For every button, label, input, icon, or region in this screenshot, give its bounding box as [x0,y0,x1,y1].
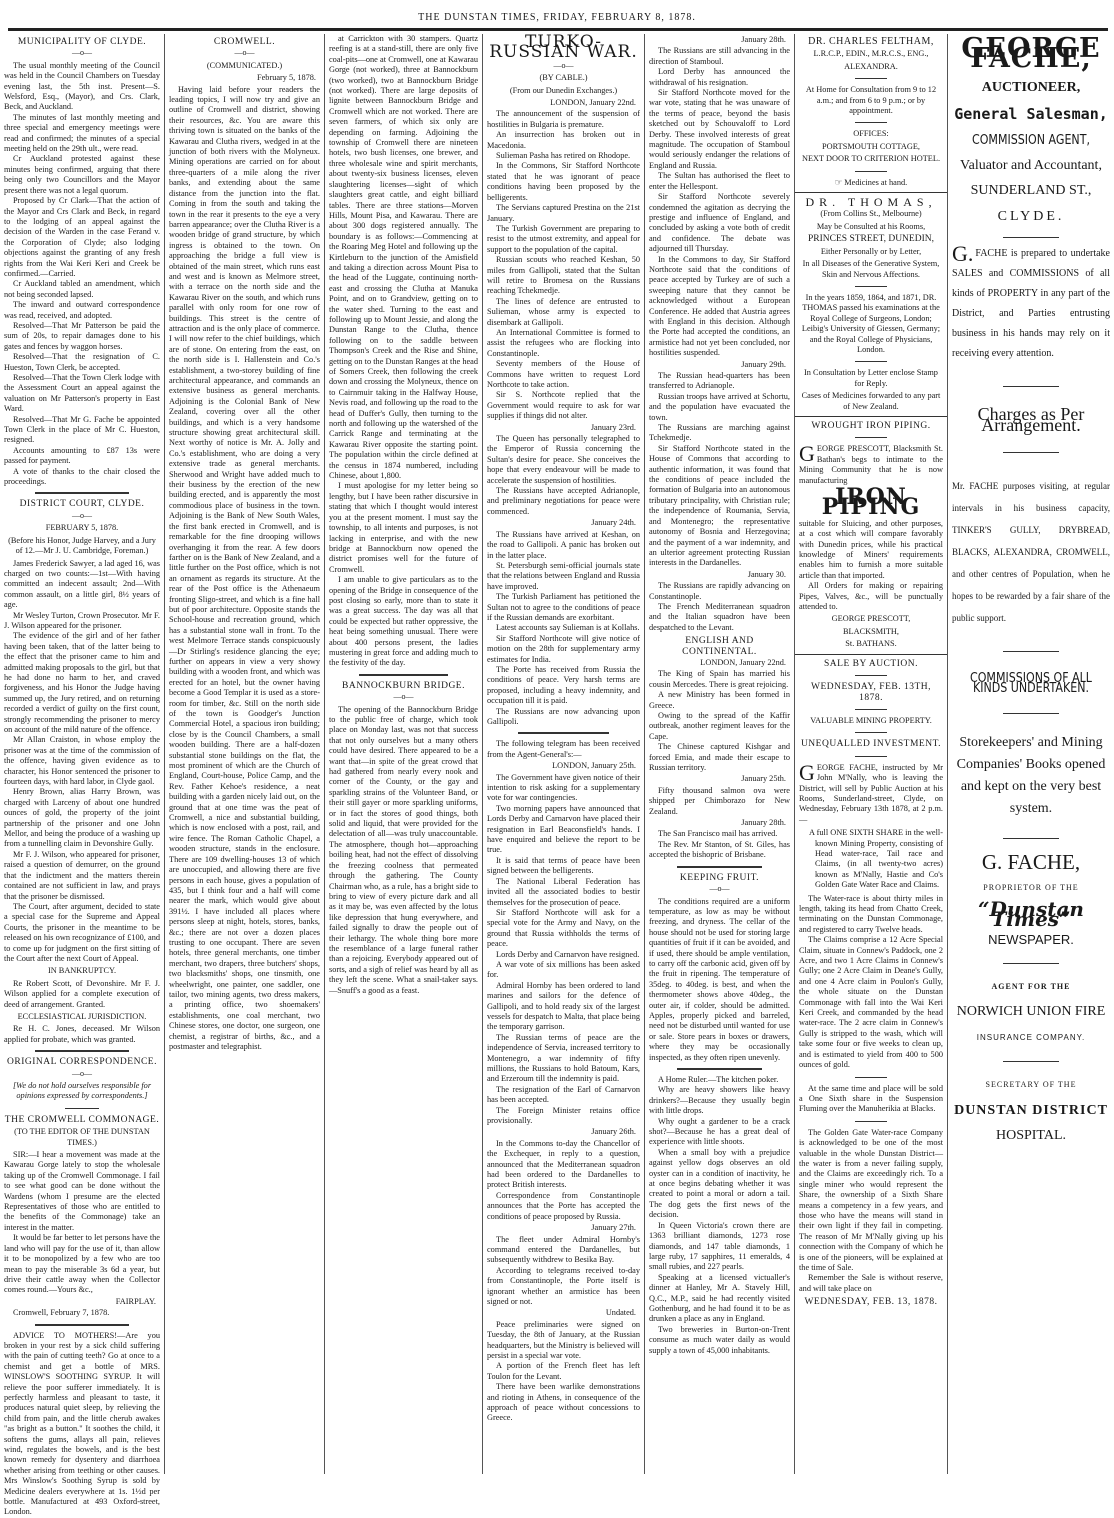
column-2 [165,34,325,1474]
ad-text: Mr. FACHE purposes visiting, at regular intervals in his business capacity, TINKER'S GULLY, DRYBREAD, BLACKS, ALEXANDRA, CROMWELL, and other centres of Population, when he hopes to be rewarded by a fair share of the public support. [952,481,1110,624]
divider [855,709,887,710]
divider [855,171,887,172]
ad-text: WEDNESDAY, FEB. 13TH, 1878. [810,682,932,703]
paragraph: St. Petersburgh semi-official journals state that the relations between England and Russia have improved. [487,560,640,591]
dateline: LONDON, January 22nd. [550,98,636,108]
paragraph: at Carrickton with 30 stampers. Quartz reefing is at a stand-still, there are only five coal-pits—one at Cromwell, one at Kawarau Gorge (not worked), three at Bannockburn (two worked), two at Bannockburn Bridge (not worked). There are large deposits of lignite between Bannockburn Bridge and Cromwell which are not worked. There are seven farmers, of which six only are depending on farming. Adjoining the township of Cromwell there are nineteen hotels, two bush licenses, one brewer, and three wholesale wine and spirit merchants, about twenty-six business licenses, eleven slaughtering licenses—sight of which slaughters great cattle, and eight billiard tables. There are three stations—Morven Hills, Mount Pisa, and Kawarau. There are about 300 dogs registered annually. The boundary is as follows:—Commencing at the Roaring Meg Hotel and following up the Kirtleburn to the junction of the Amisfield and taking a direction across Mount Pisa to the head of the Luggate, continuing north-east and crossing the Clutha at Manuka Point, and on to Grandview, getting on to the water shed. Turning to the east and following up to Mount Jessie, and along the Dunstan Range to the Clutha, thence following on to the saddle between Thompson's Creek and the Rise and Shine, getting on to the Dunstan Ranges at the head of Somers Creek, then following the creek down and crossing the Molyneux, thence on to Cairnmuir taking in the Halfway House, Nevis road, and following up the road to the head of Duffer's Gully, then turning to the north and following up the watershed of the Carrick Range and terminating at the Kawarau River opposite the starting point. The population within the circle defined at the census in 1874 numbered, including Chinese, about 1,800. [329,34,478,481]
ad-text: CLYDE. [997,208,1065,224]
subheading: IN BANKRUPTCY. [47,966,117,976]
subheading: (BY CABLE.) [539,73,588,83]
ad-text: HOSPITAL. [995,1127,1067,1143]
ad-text: suitable for Sluicing, and other purposes, at a cost which will compare favorably with Dunedin prices, while his practical knowledge of Miners' requirements enables him to furnish a more suitable article than that imported. [799,518,943,580]
paragraph: The Rev. Mr Stanton, of St. Giles, has accepted the bishopric of Brisbane. [649,839,790,860]
section-heading: THE CROMWELL COMMONAGE. [4,1114,160,1125]
paragraph: The Queen has personally telegraphed to the Emperor of Russia concerning the Sultan's desire for peace. She conceives the hope that every endeavour will be made to accelerate the suspension of hostilities. [487,434,640,485]
paragraph: Sir Stafford Northcote stated in the House of Commons that according to authentic information, it was found that the conditions of peace included the formation of Bulgaria into an autonomous tributary principality, with Christian rule; the independence of Roumania, Servia, and Montenegro; the representative autonomy of Bosnia and Herzegovina; and the payment of a war indemnity, and an ulterior agreement protecting Russian interests in the Dardanelles. [649,443,790,568]
divider [855,78,887,79]
ornament: —o— [72,1068,92,1078]
ad-sale-by-auction [799,659,943,1308]
divider [795,654,947,655]
paragraph: When a small boy with a prejudice against yellow dogs observes an old oyster can in a condition of inactivity, he at once begins debating whether it was created to point a moral or adorn a tail. The dog gets the first news of the decision. [649,1147,790,1220]
ad-headline: IRON PIPING [821,484,921,521]
paragraph: Resolved—That Mr Patterson be paid the sum of 20s, to repair damages done to his gates and fences by waggon horses. [4,320,160,351]
paragraph: The Servians captured Prestina on the 21st January. [487,203,640,223]
ad-title: DR. CHARLES FELTHAM, [808,36,934,47]
subheading: (COMMUNICATED.) [206,60,283,70]
paragraph: The opening of the Bannockburn Bridge to the public free of charge, which took place on Monday last, was not that success that not only ourselves but a many others could have desired. There appeared to be a want that—in spite of the great crowd that had gathered from nearly every nook and corner of the County, or the gay and sparkling strains of the Volunteer Band, or their still gayer or more sparkling uniforms, or in fact the stores of good things, both solid and liquid, that were provided for the delectation of all—was truly unaccountable. The atmosphere, though hot—approaching boiling heat, had not the effect of dissolving the freezing coolness that permeated through the gathering. The County Chairman who, as a rule, has a bright side to bring to view of every picture dark and all as it may be, was even affected by the lotus like depression that hung everywhere, and failed signally to draw the people out of their lethargy. The whole thing bore more the resemblance of a large funeral rather than a rejoicing. Everybody appeared out of sorts, and a sigh of relief was heard by all as they left the scene. What a snail-taker says.—Snuff's a good as a feast. [329,704,478,995]
dateline: January 25th. [741,774,786,784]
paragraph: Admiral Hornby has been ordered to land marines and sailors for the defence of Gallipoli, and to hold ready six of the largest vessels for despatch to Malta, that place being the temporary garrison. [487,980,640,1032]
section-heading: ENGLISH AND CONTINENTAL. [682,636,757,657]
paragraph: Why ought a gardener to be a crack shot?—Because he has a great deal of experience with little shoots. [649,1116,790,1147]
paragraph: Mr F. J. Wilson, who appeared for prisoner, raised a question of demurrer, on the ground that the indictment and the matters therein contained are not sufficient in law, and prays that the prisoner be dismissed. [4,849,160,901]
ad-text: SECRETARY OF THE [985,1080,1077,1090]
paragraph: The announcement of the suspension of hostilities in Bulgaria is premature. [487,109,640,129]
paragraph: In the Commons to day, Sir Stafford Northcote said that the conditions of peace accepted by Turkey are of such a sweeping nature that they cannot be acknowledged without a European Conference. He added that Austria agrees with England in this decision. Although the Porte had accepted the conditions, an armistice had not yet been concluded, nor hostilities suspended. [649,254,790,358]
paragraph: Re H. C. Jones, deceased. Mr Wilson applied for probate, which was granted. [4,1024,160,1044]
ad-dr-feltham [799,37,943,188]
paragraph: A new Ministry has been formed in Greece. [649,690,790,710]
paragraph: The conditions required are a uniform temperature, as low as may be without freezing, and dryness. The cellar of the house should not be used for storing large quantities of fruit if it can be avoided, and if used, there should be ample ventilation, to carry off the carbonic acid, given off by the fruit in ripening. The temperature of 35deg. to 40deg. is best, and when the thermometer shows above 40deg., the outer air, if colder, should be admitted. Apples, properly picked and barreled, need not be disturbed until wanted for use or sale. Store pears in boxes or drawers, where they may be occasionally inspected, as they often ripen unevenly. [649,896,790,1062]
divider [1003,386,1058,387]
paragraph: The Russians have accepted Adrianople, and preliminary negotiations for peace were commenced. [487,486,640,516]
ad-text: Remember the Sale is without reserve, and will take place on [799,1273,943,1293]
divider [855,732,887,733]
paragraph: Accounts amounting to £87 13s were passed for payment. [4,445,160,466]
paragraph: The following telegram has been received from the Agent-General's:— [487,739,640,759]
paragraph: Having laid before your readers the leading topics, I will now try and give an outline of Cromwell and district, showing their resources, &c. You are aware this thriving town is situated on the banks of the Kawarau and Clutha rivers, wedged in at the junction of both rivers with the Molyneux. Mining operations are carried on for about three-quarters of a mile along the river banks, and extending about the same distance from the junction into the flat. Coming in from the south and taking the town in the rear it presents to the eye a very barren appearance; over the Clutha River is a wooden bridge of grand structure, by which ingress is obtained to the town. On approaching the bridge a full view is obtained of the main street, which runs east and west and is known as Melmore street, with a terrace on the north side and the Kawarau River on the south, and which runs parallel with only room for one row of buildings. This street is the centre of attraction and is the only place of commerce. I will now refer to the chief buildings, which are of stone. On entering from the east, on the north side is I. Hallenstein and Co.'s establishment, a two-storey building of fine architectural appearance, and commands an extensive business as general merchants. Adjoining is the Colonial Bank of New Zealand, covering over all the other buildings, and which is a very handsome structure showing great architectural skill. Next worthy of notice is Mr. A. Jolly and Co.'s establishment, who are doing a very extensive trade as general merchants. Sherwood and Wright have added much to their business by the erection of the new building erected, and is apparently the most commodious place of business in the town. Adjoining is the Bank of New South Wales, the first bank erected in Cromwell, and is remarkable for the fine drooping willows overhanging it from the rear. A few doors farther on is the Bank of New Zealand, and a little further on the Post office, which is not an ornament as regards its structure. At the rear of the Post office is the Athenaeum fronting Sligo-street, and which is a fine hall but of poor architecture. Opposite stands the School-house and recreation ground, which has a substantial stone wall in front. To the west Melmore Terrace stands conspicuously—Dr Stirling's residence glancing the eye; further on appears in view a very showy building with a wooden front, and which was erected for an hotel, but the owner having become a Good Templar it is used as a store-room for timber, &c. Still on the north side of the town is Goodger's Junction Commercial Hotel, a spacious iron building; close by is the Council Chambers, a small wooden building. There are a half-dozen substantial stone buildings on the flat, the most prominent of which are the Church of England, Court-house, Police Camp, and the Rev. Father Kehoe's residence, a neat building with a garden nicely laid out, on the ground that at one time was the peat of Cromwell, a nice and substantial building, which is now enclosed with a post, rail, and wire fence. The Roman Catholic Chapel, a wooden structure, stands in the enclosure. There are 109 dwelling-houses 13 of which are unoccupied, and allowing there are five persons in each house, gives a population of 435, but I think four and a half will come nearer the mark, which would give about 391½. I have included all places where persons sleep at night, hotels, stores, banks, &c.; there are not over a dozen places trusting to one occupant. There are seven hotels, three general merchants, one timber merchant, two drapers, three butchers' shops, two blacksmiths' shops, one tinsmith, one wheelwright, one painter, one saddler, one tailor, two mining agents, two dress makers, a printing office, two shoemakers' establishments, one coal merchant, two Chinese stores, one doctor, one surgeon, one chemist, a registrar of births, &c., and a postmaster and telegraphist. [169,84,320,1051]
paragraph: Cromwell, February 7, 1878. [13,1308,110,1318]
paragraph: I am unable to give particulars as to the opening of the Bridge in consequence of the post closing so early, more than to state it was a great success. The day was all that could be expected but rather oppressive, the heat being something unusual. There were about 400 persons present, the ladies mustering in great force and adding much to the festivity of the day. [329,575,478,668]
divider [677,866,762,868]
column-1 [0,34,165,1517]
paragraph: Speaking at a licensed victualler's dinner at Hanley, Mr A. Stavely Hill, Q.C., M.P., said he had recently visited Gothenburg, and he had found it to be as drunken a place as any in England. [649,1272,790,1324]
ad-dr-thomas [799,197,943,412]
ad-text: In the years 1859, 1864, and 1871, DR. THOMAS passed his examinations at the Royal College of Surgeons, London; Leibig's University of Giessen, Germany; and the Royal College of Physicians, London. [801,292,941,354]
paragraph: The Russian terms of peace are the independence of Servia, increased territory to Montenegro, a war indemnity of fifty millions, the Russians to hold Batoum, Kars, and Erzeroum till the indemnity is paid. [487,1032,640,1084]
dateline: January 26th. [591,1127,636,1137]
divider [855,1121,887,1122]
divider [1003,713,1058,714]
newspaper-masthead: THE DUNSTAN TIMES, FRIDAY, FEBRUARY 8, 1878. [418,12,696,23]
ad-text: AUCTIONEER, [981,79,1081,95]
ad-text: General Salesman, [954,105,1108,124]
paragraph: Re Robert Scott, of Devonshire. Mr F. J. Wilson applied for a complete execution of deed of arrangement. Granted. [4,978,160,1009]
ad-text: NORWICH UNION FIRE [956,1004,1106,1020]
paragraph: Russian scouts who reached Keshan, 50 miles from Gallipoli, stated that the Sultan will retire to Bromesa on the Russians reaching Tchekmedje. [487,255,640,296]
ad-text: In Consultation by Letter enclose Stamp for Reply. [804,368,938,388]
paragraph: The evidence of the girl and of her father having been taken, that of the latter being to the effect that the prisoner came to him and admitted making proposals to the girl, but that he had done no harm to her, and craved forgiveness, and his Honor the Judge having summed up, the Jury retired, and on returning recorded a verdict of guilty on the first count, strongly recommending the prisoner to mercy on account of the mild nature of the offence. [4,631,160,734]
dateline: LONDON, January 22nd. [700,657,786,667]
divider [1003,963,1058,964]
divider [1003,1061,1058,1062]
paragraph: Why are heavy showers like heavy drinkers?—Because they usually begin with little drops. [649,1085,790,1116]
paragraph: The Russians are marching against Tchekmedje. [649,423,790,443]
ornament: —o— [72,510,92,520]
paragraph: Latest accounts say Sulieman is at Kollahs. [496,623,640,633]
ad-signature: BLACKSMITH, [842,626,899,636]
paragraph: ADVICE TO MOTHERS!—Are you broken in your rest by a sick child suffering with the pain of cutting teeth? Go at once to a chemist and get a bottle of MRS. WINSLOW'S SOOTHING SYRUP. It will relieve the poor sufferer immediately. It is perfectly harmless and pleasant to taste, it produces natural quiet sleep, by relieving the child from pain, and the little cherub awakes "as bright as a button." It soothes the child, it softens the gums, allays all pain, relieves wind, regulates the bowels, and is the best known remedy for dysentery and diarrhoea whether arising from teething or other causes. Mrs Winslow's Soothing Syrup is sold by Medicine dealers everywhere at 1s. 1½d per bottle. Manufactured at 493 Oxford-street, London. [4,1330,160,1517]
paragraph: A Home Ruler.—The kitchen poker. [658,1075,779,1084]
ad-text: G.FACHE is prepared to undertake SALES and COMMISSIONS of all kinds of PROPERTY in any part of the District, and Parties entrusting business in his hands may rely on it receiving every attention. [952,241,1110,360]
paragraph: Sir S. Northcote replied that the Government would require to ask for war supplies if things did not alter. [487,390,640,421]
paragraph: Correspondence from Constantinople announces that the Porte has accepted the conditions of peace proposed by Russia. [487,1190,640,1221]
divider [35,492,129,494]
ad-text: All Orders for making or repairing Pipes, Valves, &c., will be punctually attended to. [799,581,943,612]
column-5 [645,34,795,1474]
dateline: January 23rd. [590,422,636,432]
dateline: January 24th. [591,518,636,528]
divider [1003,838,1058,839]
divider [65,1108,99,1109]
paragraph: The usual monthly meeting of the Council was held in the Council Chambers on Tuesday evening last, the 5th inst. Present—S. Welsford, Esq., (Mayor), and Crs. Clark, Beck, and Auckland. [4,60,160,112]
ad-text: The Water-race is about thirty miles in length, taking its head from Chatto Creek, terminating on the Dunstan Commonage, and registered to carry Twelve heads. [799,893,943,934]
ad-text: At the same time and place will be sold a One Sixth share in the Suspension Fluming over the Manuherikia at Blacks. [799,1083,943,1114]
paragraph: Sulieman Pasha has retired on Rhodope. [496,151,631,161]
dateline: LONDON, January 25th. [552,761,636,771]
paragraph: Lords Derby and Carnarvon have resigned. [496,949,640,959]
paragraph: A war vote of six millions has been asked for. [487,959,640,980]
paragraph: An insurrection has broken out in Macedonia. [487,130,640,150]
column-3 [325,34,483,1474]
paragraph: The Government have given notice of their intention to risk asking for a supplementary vote for war contingencies. [487,772,640,803]
ad-text: May be Consulted at his Rooms, [816,221,926,231]
ad-text: Either Personally or by Letter, [820,246,922,256]
section-heading: DISTRICT COURT, CLYDE. [19,499,145,510]
paragraph: Fifty thousand salmon ova were shipped per Chimborazo for New Zealand. [649,785,790,816]
masthead-rule [8,28,1108,31]
paragraph: In Queen Victoria's crown there are 1363 brilliant diamonds, 1273 rose diamonds, and 147 table diamonds, 1 large ruby, 17 sapphires, 11 emeralds, 4 small rubies, and 227 pearls. [649,1220,790,1272]
paragraph: The Sultan has authorised the fleet to enter the Hellespont. [649,171,790,191]
paragraph: The French Mediterranean squadron and the Italian squadron have been despatched to the Levant. [649,601,790,632]
divider [855,286,887,287]
ad-text: UNEQUALLED INVESTMENT. [800,739,942,750]
newspaper-page [0,32,1114,1517]
paragraph: Two morning papers have announced that Lords Derby and Carnarvon have placed their resignation in Earl Beaconsfield's hands. I have enquired and believe the report to be true. [487,803,640,855]
ad-text: OFFICES: [853,129,889,139]
ad-signature: GEORGE PRESCOTT, [831,614,911,624]
paragraph: I must apologise for my letter being so lengthy, but I have been rather discursive in stating that which I thought would interest you at the present moment. I must say the township, to all intents and purposes, is not lacking in enterprise, and with the new bridge at Bannockburn now opened the district promises well for the future of Cromwell. [329,481,478,574]
paragraph: The Russians are rapidly advancing on Constantinople. [649,581,790,601]
dateline: Undated. [605,1308,636,1318]
paragraph: The San Francisco mail has arrived. [658,829,778,839]
divider [795,416,947,417]
dateline: January 29th. [741,359,786,369]
ad-text: SUNDERLAND ST., [970,183,1092,199]
divider [855,122,887,123]
dateline: January 30. [747,569,786,579]
ad-text: At Home for Consultation from 9 to 12 a.m.; and from 6 to 9 p.m.; or by appointment. [805,85,937,116]
paragraph: The Chinese captured Kishgar and forced Emia, and made their escape to Russian territory. [649,742,790,773]
paragraph: Owing to the spread of the Kaffir outbreak, another regiment leaves for the Cape. [649,711,790,741]
dateline: January 28th. [741,818,786,828]
ad-text: PORTSMOUTH COTTAGE, [822,141,920,151]
divider [795,192,947,193]
ad-text: NEWSPAPER. [988,931,1074,947]
dateline: January 27th. [591,1223,636,1233]
paragraph: Proposed by Cr Clark—That the action of the Mayor and Crs Clark and Beck, in regard to the lodging of an appeal against the decision of the Warden in the case Ferand v. the Corporation of Clyde; also lodging objections against the granting of any fresh rights from the Wai Keri Keri and Creek be confirmed.—Carried. [4,196,160,278]
ad-iron-piping [799,421,943,650]
ad-text: NEXT DOOR TO CRITERION HOTEL. [801,154,941,164]
ornament: —o— [709,884,730,894]
paragraph: The lines of defence are entrusted to Sulieman, whose army is expected to disembark at Gallipoli. [487,296,640,327]
divider [1003,452,1058,453]
ad-text: ☞ Medicines at hand. [834,177,908,187]
divider [35,1324,129,1326]
paragraph: Cr Auckland protested against these minutes being confirmed, arguing that there being only two Councillors and the Mayor present there was not a legal quorum. [4,154,160,195]
dateline: February 5, 1878. [257,73,316,83]
divider [855,361,887,362]
paragraph: The Turkish Government are preparing to resist to the utmost extremity, and appeal for support to the population of the capital. [487,223,640,254]
ad-text: GEORGE PRESCOTT, Blacksmith St. Bathan's begs to intimate to the Mining Community that he is now manufacturing [799,441,943,485]
divider [677,1068,762,1070]
editorial-note: [We do not hold ourselves responsible for opinions expressed by correspondents.] [12,1081,152,1101]
section-heading: TURKO-RUSSIAN WAR. [489,32,638,63]
section-heading: KEEPING FRUIT. [679,872,760,883]
column-6-advertisements [795,34,948,1474]
paragraph: Lord Derby has announced the withdrawal of his resignation. [649,67,790,87]
ornament: —o— [234,48,255,58]
ad-text: INSURANCE COMPANY. [976,1032,1086,1042]
paragraph: It would be far better to let persons have the land who will pay for the use of it, than allow it to be monopolized by a few who are too mean to pay the miserable 3s 6d a year, but drive their cattle away when the Collector comes round.—Yours &c., [4,1233,160,1295]
column-7-george-fache-advertisement [948,34,1114,1474]
paragraph: The inward and outward correspondence was read, received, and adopted. [4,300,160,320]
ad-text: “Dunstan Times” [978,896,1084,932]
paragraph: The fleet under Admiral Hornby's command entered the Dardanelles, but subsequently withdrew to Besika Bay. [487,1234,640,1265]
section-heading: BANNOCKBURN BRIDGE. [342,680,465,691]
subheading: ECCLESIASTICAL JURISDICTION. [17,1011,147,1021]
paragraph: Cr Auckland tabled an amendment, which not being seconded lapsed. [4,279,160,299]
ad-text: (From Collins St., Melbourne) [820,209,922,219]
paragraph: The Russians are now advancing upon Gallipoli. [487,706,640,726]
ad-signature: St. BATHANS. [845,639,897,649]
paragraph: Seventy members of the House of Commons have written to request Lord Northcote to take action. [487,359,640,389]
divider [359,674,448,676]
paragraph: Resolved—That the Town Clerk lodge with the Assessment Court an appeal against the valuation on Mr Patterson's property in East Ward. [4,373,160,414]
section-heading: ORIGINAL CORRESPONDENCE. [7,1057,157,1068]
paragraph: The resignation of the Earl of Carnarvon has been accepted. [487,1084,640,1105]
ad-title: GEORGE FACHE, [961,33,1101,75]
divider [35,1050,129,1052]
paragraph: In the Commons, Sir Stafford Northcote stated that he was ignorant of peace conditions having been proposed by the belligerents. [487,161,640,202]
paragraph: Mr Allan Craiston, in whose employ the prisoner was at the time of the commission of the offence, having given evidence as to character, his Honor sentenced the prisoner to fourteen days, with hard labor, in Clyde gaol. [4,735,160,787]
ad-text: COMMISSIONS OF ALL KINDS UNDERTAKEN. [970,671,1092,697]
ad-text: PRINCES STREET, DUNEDIN, [808,234,934,245]
ad-text: WEDNESDAY, FEB. 13, 1878. [804,1297,938,1308]
paragraph: It is said that terms of peace have been signed between the belligerents. [487,855,640,876]
ornament: —o— [553,60,574,70]
paragraph: Henry Brown, alias Harry Brown, was charged with Larceny of about one hundred ounces of gold, the property of the joint partnership of the prisoner and one John Mellor, and being the produce of a washing up from a tunnelling claim in Devonshire Gully. [4,787,160,849]
divider [855,1077,887,1078]
paragraph: The Court, after argument, decided to state a special case for the Supreme and Appeal Courts, the prisoner in the meantime to be released on his own recognizance of £100, and to come up for judgment on the first sitting of the Court after the next Court of Appeal. [4,901,160,963]
ad-text: G. FACHE, [981,849,1081,874]
ad-text: AGENT FOR THE [991,981,1071,991]
dateline: January 28th. [741,35,786,44]
ad-title: WROUGHT IRON PIPING. [811,420,931,431]
subheading: (Before his Honor, Judge Harvey, and a Jury of 12.—Mr J. U. Cambridge, Foreman.) [8,535,156,556]
paragraph: The National Liberal Federation has invited all the associated bodies to bestir themselves for the prosecution of peace. [487,876,640,907]
dateline: FAIRPLAY. [115,1296,156,1306]
paragraph: Sir Stafford Northcote will give notice of motion on the 28th for supplementary army estimates for India. [487,633,640,664]
ad-text: A full ONE SIXTH SHARE in the well-known Mining Property, consisting of Head water-race, Tail race and Claims, (in all twenty-two acres) known as M'Nally, Hastie and Co's Golden Gate Water Race and Claims. [809,828,943,890]
paragraph: Sir Stafford Northcote moved for the war vote, stating that he was unaware of the terms of peace, beyond the basis sketched out by Schouvaloff to Lord Derby. These involved interests of great magnitude. The occupation of Stamboul would seriously endanger the relations of England and Russia. [649,88,790,170]
paragraph: An International Committee is formed to assist the refugees who are flocking into Constantinople. [487,327,640,358]
paragraph: The minutes of last monthly meeting and three special and emergency meetings were read and confirmed; the minutes of a special meeting held on the 29th ult., were read. [4,112,160,154]
paragraph: A vote of thanks to the chair closed the proceedings. [4,466,160,487]
ad-text: Storekeepers' and Mining Companies' Books opened and kept on the very best system. [956,734,1106,816]
ad-text: ALEXANDRA. [844,61,898,71]
ad-text: Cases of Medicines forwarded to any part of New Zealand. [801,391,941,411]
column-4 [483,34,645,1474]
paragraph: SIR:—I hear a movement was made at the Kawarau Gorge lately to stop the wholesale taking up of the Cromwell Commonage. I fail to see what good can be done without the Wardens (whom I presume are the elected Representatives of those who are entitled to the benefits of the Commonage) take an interest in the matter. [4,1150,160,1232]
divider [855,437,887,438]
paragraph: Mr Wesley Turton, Crown Prosecutor. Mr F. J. Wilson appeared for the prisoner. [4,610,160,630]
ad-text: The Claims comprise a 12 Acre Special Claim, situate in Connew's Paddock, one 2 Acre, and two 1 Acre Claims in Connew's Gully; one 2 Acre Claim in Deane's Gully, and one 4 Acre claim in Poulon's Gully, the whole situate on the Dunstan Commonage with fall into the Wai Keri Keri Creek, and commanded by the head water-race. The 2 acre claim in Connew's Gully is stripped to the wash, which will take some four or five weeks to clean up, and is estimated to yield from 400 to 500 ounces of gold. [799,935,943,1070]
ad-text: Charges as Per Arrangement. [977,404,1085,435]
paragraph: The Foreign Minister retains office provisionally. [487,1105,640,1126]
ad-text: VALUABLE MINING PROPERTY. [810,715,932,725]
paragraph: Russian troops have arrived at Schortu, and the population have evacuated the town. [649,391,790,422]
divider [518,732,610,734]
ad-text: GEORGE FACHE, instructed by Mr John M'Nally, who is leaving the District, will sell by Public Auction at his Rooms, Sunderland-street, Clyde, on Wednesday, February 13th 1878, at 2 p.m.— [799,759,943,824]
paragraph: There have been warlike demonstrations and rioting in Athens, in consequence of the approach of peace without concessions to Greece. [487,1382,640,1423]
subheading: (TO THE EDITOR OF THE DUNSTAN TIMES.) [14,1127,150,1147]
paragraph: Two breweries in Burton-on-Trent consume as much water daily as would supply a town of 45,000 inhabitants. [649,1324,790,1355]
ad-title: DR. THOMAS, [805,195,937,210]
paragraph: The Russians are still advancing in the direction of Stamboul. [649,46,790,66]
ad-text: Valuator and Accountant, [960,158,1102,174]
paragraph: Resolved—That the resignation of C. Hueston, Town Clerk, be accepted. [4,352,160,372]
paragraph: The King of Spain has married his cousin Mercedes. There is great rejoicing. [649,669,790,689]
ad-text: DUNSTAN DISTRICT [954,1102,1108,1118]
divider [855,675,887,676]
ad-text: The Golden Gate Water-race Company is acknowledged to be one of the most valuable in the whole Dunstan District—the water is from a never failing supply, and the Claims are exceedingly rich. To a single miner who would represent the Share, the ownership of a Sixth Share means a competency in a few years, and those who have the means will stand in their own light if they fail in competing. The reason of Mr M'Nally giving up his connection with the Company of which he is one of the pioneers, will be explained at the time of Sale. [799,1127,943,1272]
paragraph: A portion of the French fleet has left Toulon for the Levant. [487,1361,640,1381]
paragraph: The Porte has received from Russia the conditions of peace. Very harsh terms are proposed, including a heavy indemnity, and occupation till it is paid. [487,664,640,706]
paragraph: Resolved—That Mr G. Fache be appointed Town Clerk in the place of Mr C. Hueston, resigned. [4,414,160,445]
ad-title: SALE BY AUCTION. [824,658,918,669]
section-heading: CROMWELL. [213,37,276,47]
ornament: —o— [72,48,92,58]
ad-text: In all Diseases of the Generative System, Skin and Nervous Affections. [802,259,940,279]
paragraph: The Russian head-quarters has been transferred to Adrianople. [649,371,790,391]
paragraph: James Frederick Sawyer, a lad aged 16, was charged on two counts:—1st—With having committed an indecent assault; 2nd—With common assault, on a little girl, 8½ years of age. [4,558,160,610]
divider [1003,651,1058,652]
paragraph: The Turkish Parliament has petitioned the Sultan not to agree to the conditions of peace if the Russian demands are exorbitant. [487,592,640,622]
ad-text: COMMISSION AGENT, [972,132,1090,148]
paragraph: Peace preliminaries were signed on Tuesday, the 8th of January, at the Russian headquarters, but the Ministry is believed will persist in a special war vote. [487,1319,640,1360]
ornament: —o— [393,692,414,702]
subheading: (From our Dunedin Exchanges.) [509,85,618,95]
section-heading: MUNICIPALITY OF CLYDE. [17,37,147,47]
ad-text: PROPRIETOR OF THE [983,883,1079,893]
paragraph: The Russians have arrived at Keshan, on the road to Gallipoli. A panic has broken out in the latter place. [487,529,640,560]
divider [1003,237,1058,238]
paragraph: Sir Stafford Northcote severely condemned the agitation as decrying the prestige and influence of England, and concluded by asking a vote both of credit and confidence. The debate was adjourned till Thursday. [649,192,790,254]
subheading: FEBRUARY 5, 1878. [45,523,119,533]
divider [855,756,887,757]
paragraph: According to telegrams received to-day from Constantinople, the Porte itself is ignorant whether an armistice has been signed or not. [487,1265,640,1306]
paragraph: Sir Stafford Northcote will ask for a special vote for the Army and Navy, on the ground that Russia withholds the terms of peace. [487,907,640,949]
ad-text: L.R.C.P., EDIN., M.R.C.S., ENG., [813,49,929,59]
paragraph: In the Commons to-day the Chancellor of the Exchequer, in reply to a question, announced that the Mediterranean squadron had been ordered to the Dardanelles to protect British interests. [487,1138,640,1190]
